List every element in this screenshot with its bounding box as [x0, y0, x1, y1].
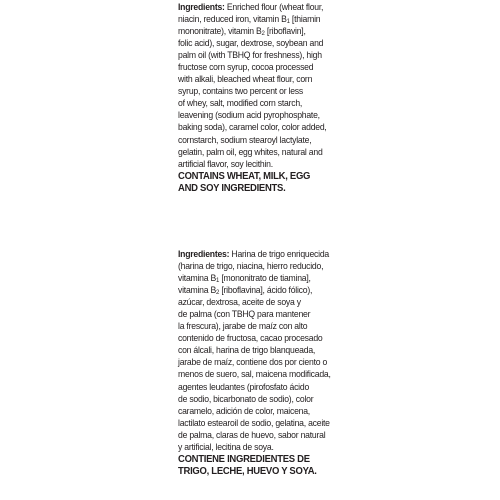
english-ingredients-text [178, 1, 326, 170]
ingredients-heading: Ingredients: [178, 2, 225, 12]
subscript: 1 [286, 18, 290, 26]
ingredients-line: Ingredientes: Harina de trigo enriquecida [178, 249, 329, 259]
ingredients-line: vitamina $B_2$ [riboflavina], ácido fólico), [178, 285, 313, 297]
ingredients-line: de palma (con TBHQ para mantener [178, 309, 311, 320]
spanish-ingredients-text [178, 248, 331, 453]
ingredients-line: gelatin, palm oil, egg whites, natural and [178, 146, 323, 157]
allergen-line: TRIGO, LECHE, HUEVO Y SOYA. [178, 466, 317, 478]
ingredients-line: vitamina $B_1$ [mononitrato de tiamina], [178, 273, 311, 285]
subscript: 2 [261, 30, 265, 38]
ingredients-line: caramelo, adición de color, maicena, [178, 405, 310, 416]
ingredients-line: folic acid), sugar, dextrose, soybean and [178, 38, 324, 49]
ingredients-line: Ingredients: Enriched flour (wheat flour, [178, 2, 324, 12]
ingredients-line: with alkali, bleached wheat flour, corn [178, 74, 313, 85]
subscript: 1 [216, 277, 220, 285]
ingredients-line: (harina de trigo, niacina, hierro reducido, [178, 261, 324, 272]
spanish-ingredients-block [178, 248, 331, 479]
ingredients-line: niacin, reduced iron, vitamin $B_1$ [thiamin [178, 14, 321, 26]
ingredients-line: jarabe de maíz, contiene dos por ciento o [178, 357, 328, 368]
allergen-line: CONTAINS WHEAT, MILK, EGG [178, 170, 311, 182]
ingredients-line: syrup, contains two percent or less [178, 86, 303, 97]
ingredients-line: menos de suero, sal, maicena modificada, [178, 369, 331, 380]
ingredients-line: of whey, salt, modified corn starch, [178, 98, 303, 109]
ingredients-line: cornstarch, sodium stearoyl lactylate, [178, 134, 312, 145]
ingredients-line: contenido de fructosa, cacao procesado [178, 333, 323, 344]
allergen-line: CONTIENE INGREDIENTES DE [178, 453, 310, 465]
spanish-allergen-statement [178, 454, 331, 479]
ingredients-line: artificial flavor, soy lecithin. [178, 158, 273, 169]
ingredientes-heading: Ingredientes: [178, 249, 230, 259]
ingredients-line: azúcar, dextrosa, aceite de soya y [178, 297, 301, 308]
ingredients-line: palm oil (with TBHQ for freshness), high [178, 50, 322, 61]
ingredients-line: fructose corn syrup, cocoa processed [178, 62, 314, 73]
english-ingredients-block [178, 1, 326, 195]
ingredients-line: leavening (sodium acid pyrophosphate, [178, 110, 320, 121]
ingredients-line: y artificial, lecitina de soya. [178, 441, 274, 452]
ingredients-line: de palma, claras de huevo, sabor natural [178, 429, 326, 440]
ingredients-line: baking soda), caramel color, color added, [178, 122, 327, 133]
english-allergen-statement [178, 171, 331, 196]
ingredients-line: lactilato estearoil de sodio, gelatina, aceite [178, 417, 330, 428]
ingredients-line: mononitrate), vitamin $B_2$ [riboflavin], [178, 26, 306, 38]
ingredients-line: con álcali, harina de trigo blanqueada, [178, 345, 316, 356]
ingredients-line: de sodio, bicarbonato de sodio), color [178, 393, 314, 404]
ingredients-line: agentes leudantes (pirofosfato ácido [178, 381, 310, 392]
subscript: 2 [216, 289, 220, 297]
ingredients-line: la frescura), jarabe de maíz con alto [178, 321, 308, 332]
allergen-line: AND SOY INGREDIENTS. [178, 183, 286, 195]
